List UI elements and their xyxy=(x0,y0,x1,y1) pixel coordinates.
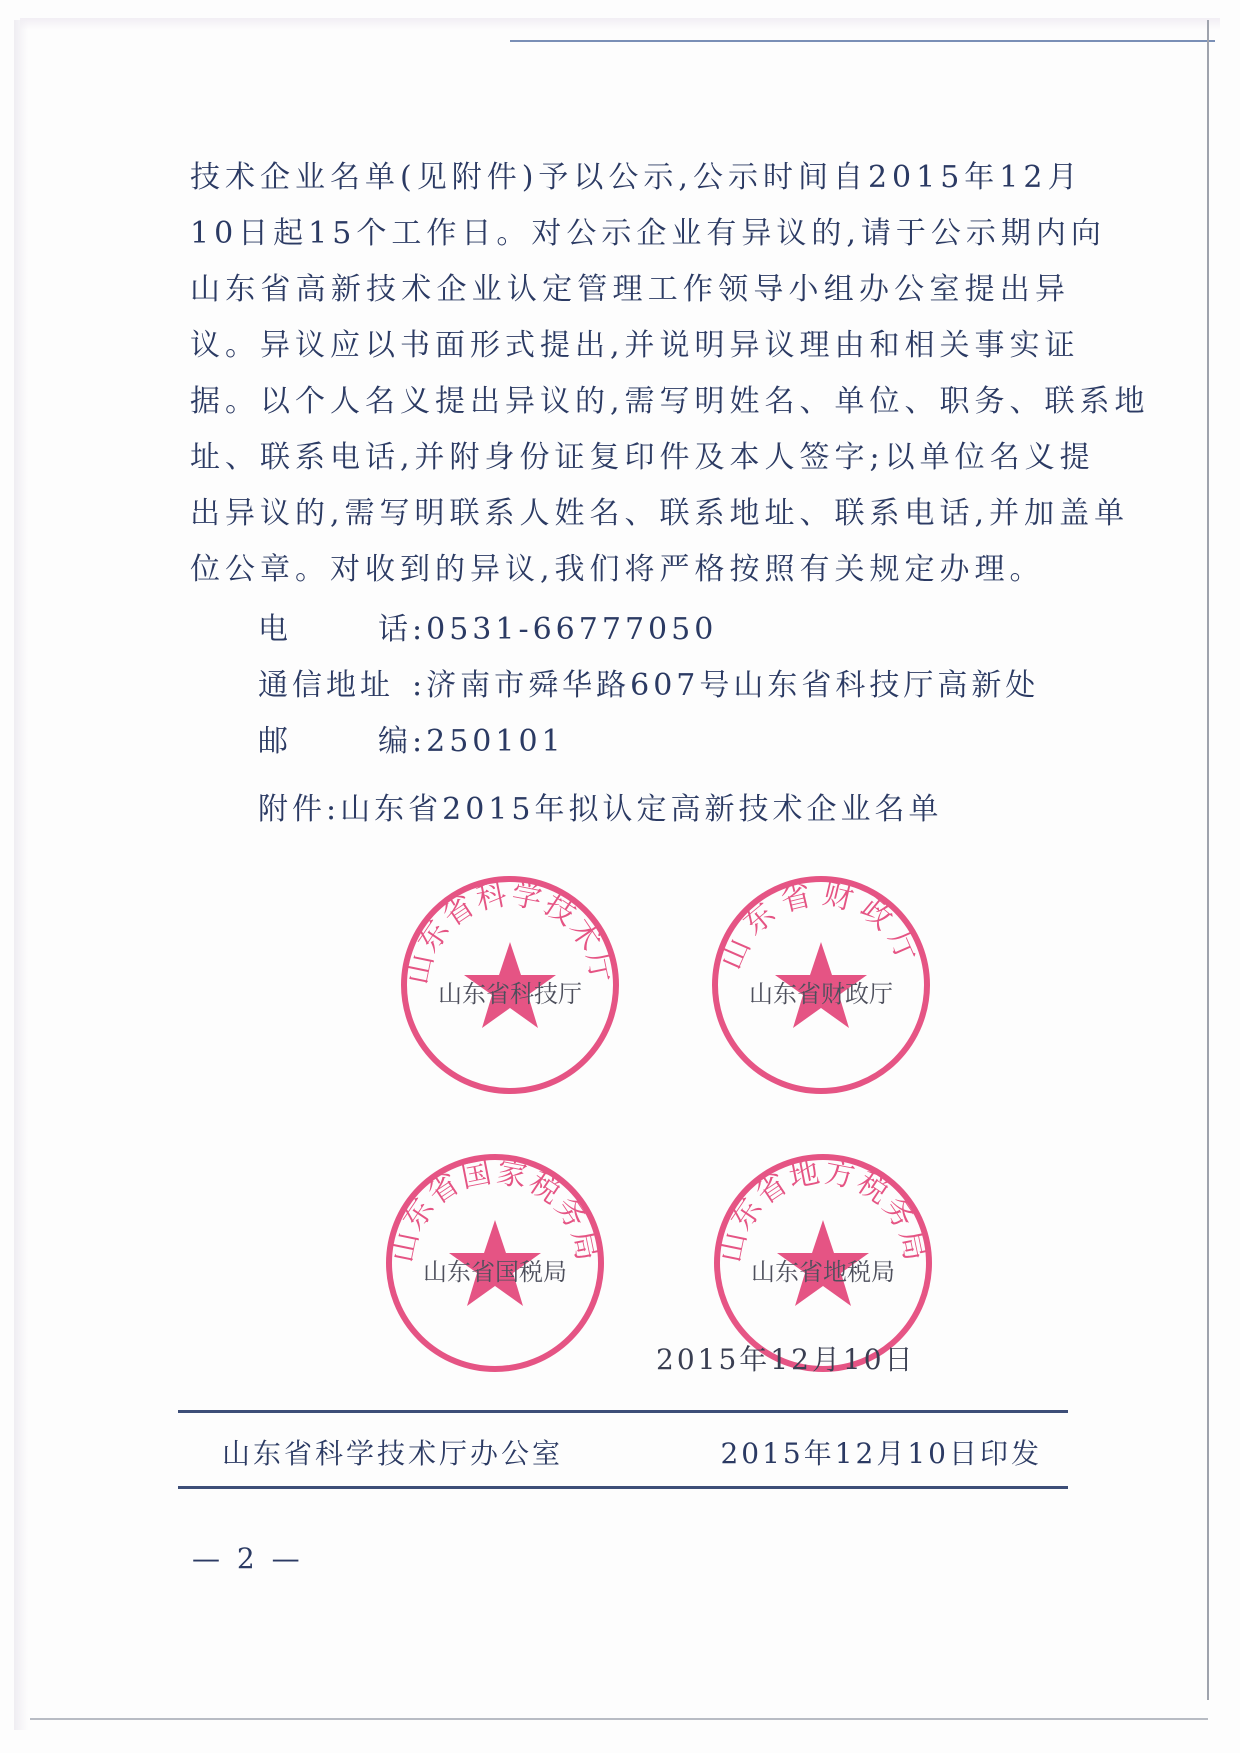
phone-value: :0531-66777050 xyxy=(412,612,718,647)
paragraph-line: 10日起15个工作日。对公示企业有异议的,请于公示期内向 xyxy=(190,216,1106,251)
header-rule xyxy=(510,40,1215,42)
paragraph-line: 出异议的,需写明联系人姓名、联系地址、联系电话,并加盖单 xyxy=(190,496,1130,531)
page-edge-right xyxy=(1207,20,1209,1700)
paragraph-line: 山东省高新技术企业认定管理工作领导小组办公室提出异 xyxy=(190,272,1070,307)
scan-shadow-top xyxy=(20,18,1220,30)
paragraph-line: 据。以个人名义提出异议的,需写明姓名、单位、职务、联系地 xyxy=(190,384,1150,419)
seal-inner-text: 山东省财政厅 xyxy=(749,980,893,1008)
footer-rule-top xyxy=(178,1410,1068,1413)
contact-phone xyxy=(258,604,717,648)
page-number: — 2 — xyxy=(192,1542,304,1575)
issue-date: 2015年12月10日印发 xyxy=(720,1437,1042,1470)
attachment-line xyxy=(258,784,942,828)
paragraph-line: 技术企业名单(见附件)予以公示,公示时间自2015年12月 xyxy=(190,160,1083,195)
paragraph-line: 议。异议应以书面形式提出,并说明异议理由和相关事实证 xyxy=(190,328,1080,363)
seal-state-taxation-bureau xyxy=(380,1148,610,1378)
postcode-value: :250101 xyxy=(412,724,565,759)
seal-arc-text: 山东省财政厅 xyxy=(713,876,929,975)
address-value: :济南市舜华路607号山东省科技厅高新处 xyxy=(412,668,1040,703)
seal-science-technology-department xyxy=(395,870,625,1100)
attachment-label: 附件 xyxy=(258,792,326,827)
postcode-label: 邮编 xyxy=(258,724,412,759)
seal-inner-text: 山东省科技厅 xyxy=(438,980,582,1008)
scan-shadow-left xyxy=(14,20,28,1730)
seal-arc-text: 山东省科学技术厅 xyxy=(400,876,620,988)
address-label: 通信地址 xyxy=(258,668,394,703)
seal-arc-text: 山东省地方税务局 xyxy=(713,1154,933,1266)
signing-date: 2015年12月10日 xyxy=(656,1343,916,1376)
seal-arc-text: 山东省国家税务局 xyxy=(385,1154,605,1266)
paragraph-line: 位公章。对收到的异议,我们将严格按照有关规定办理。 xyxy=(190,552,1045,587)
footer-rule-bottom xyxy=(178,1486,1068,1489)
seal-inner-text: 山东省地税局 xyxy=(751,1258,895,1286)
contact-address xyxy=(258,660,1039,704)
notice-paragraph xyxy=(190,150,1150,598)
paragraph-line: 址、联系电话,并附身份证复印件及本人签字;以单位名义提 xyxy=(190,440,1095,475)
issuer-name: 山东省科学技术厅办公室 xyxy=(222,1437,564,1470)
seal-inner-text: 山东省国税局 xyxy=(423,1258,567,1286)
seal-finance-department xyxy=(706,870,936,1100)
attachment-value: :山东省2015年拟认定高新技术企业名单 xyxy=(326,792,943,827)
contact-postcode xyxy=(258,716,565,760)
page-edge-bottom xyxy=(30,1718,1208,1720)
phone-label: 电话 xyxy=(258,612,412,647)
